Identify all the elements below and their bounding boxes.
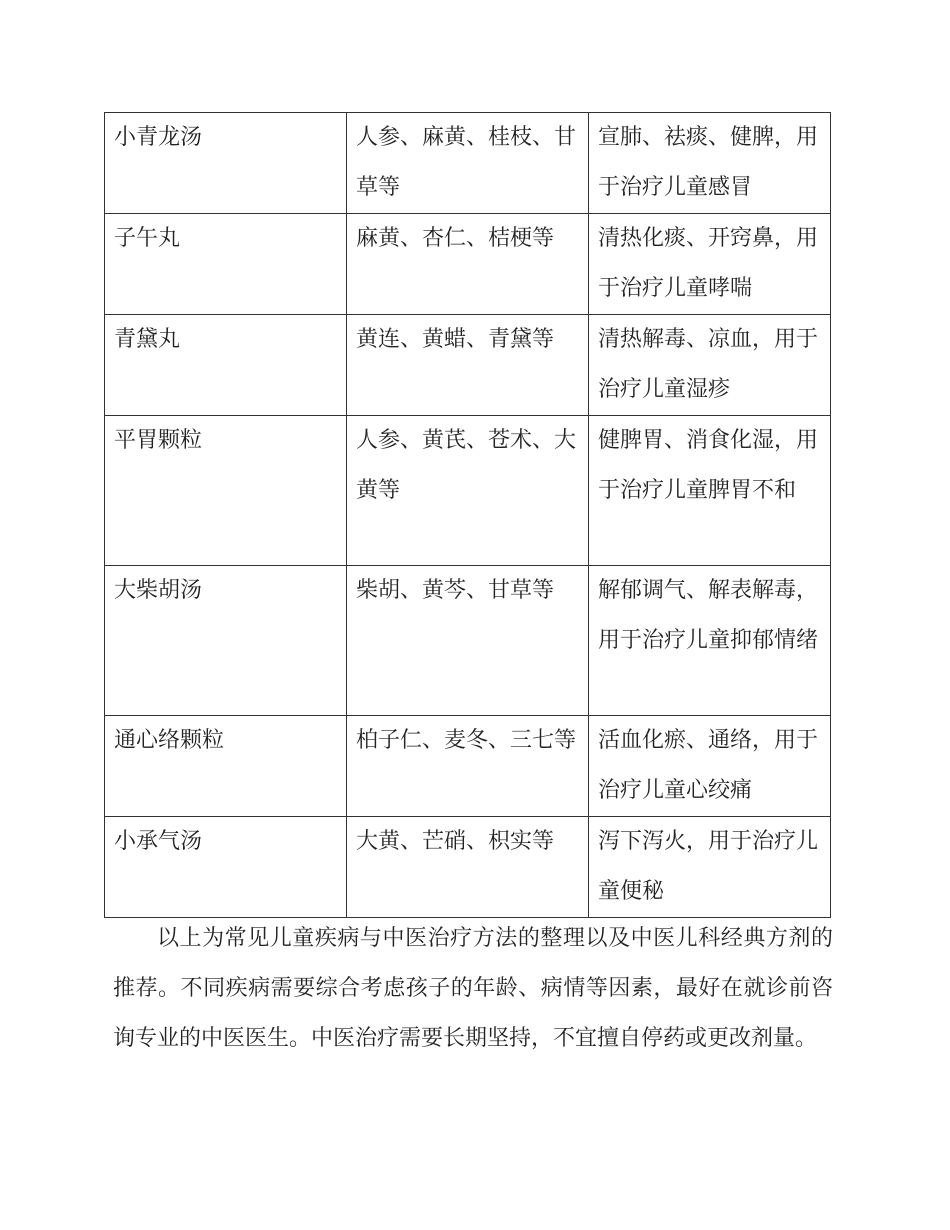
table-row	[105, 214, 831, 315]
table-row	[105, 566, 831, 716]
ingredients-cell: 麻黄、杏仁、桔梗等	[347, 214, 589, 315]
table-row	[105, 315, 831, 416]
prescription-table	[104, 112, 831, 918]
prescription-name-cell: 平胃颗粒	[105, 416, 347, 566]
effect-cell: 健脾胃、消食化湿，用于治疗儿童脾胃不和	[589, 416, 831, 566]
effect-cell: 活血化瘀、通络，用于治疗儿童心绞痛	[589, 716, 831, 817]
effect-cell: 清热解毒、凉血，用于治疗儿童湿疹	[589, 315, 831, 416]
summary-paragraph: 以上为常见儿童疾病与中医治疗方法的整理以及中医儿科经典方剂的推荐。不同疾病需要综合考虑孩子的年龄、病情等因素，最好在就诊前咨询专业的中医医生。中医治疗需要长期坚持，不宜擅自停药或更改剂量。	[113, 926, 833, 1051]
prescription-name-cell: 小承气汤	[105, 817, 347, 918]
effect-cell: 宣肺、祛痰、健脾，用于治疗儿童感冒	[589, 113, 831, 214]
prescription-name-cell: 大柴胡汤	[105, 566, 347, 716]
effect-cell: 解郁调气、解表解毒，用于治疗儿童抑郁情绪	[589, 566, 831, 716]
ingredients-cell: 人参、黄芪、苍术、大黄等	[347, 416, 589, 566]
ingredients-cell: 黄连、黄蜡、青黛等	[347, 315, 589, 416]
effect-cell: 泻下泻火，用于治疗儿童便秘	[589, 817, 831, 918]
effect-cell: 清热化痰、开窍鼻，用于治疗儿童哮喘	[589, 214, 831, 315]
prescription-name-cell: 子午丸	[105, 214, 347, 315]
ingredients-cell: 人参、麻黄、桂枝、甘草等	[347, 113, 589, 214]
table-row	[105, 113, 831, 214]
prescription-name-cell: 青黛丸	[105, 315, 347, 416]
ingredients-cell: 柏子仁、麦冬、三七等	[347, 716, 589, 817]
table-row	[105, 716, 831, 817]
table-row	[105, 416, 831, 566]
ingredients-cell: 柴胡、黄芩、甘草等	[347, 566, 589, 716]
ingredients-cell: 大黄、芒硝、枳实等	[347, 817, 589, 918]
prescription-name-cell: 小青龙汤	[105, 113, 347, 214]
table-row	[105, 817, 831, 918]
prescription-name-cell: 通心络颗粒	[105, 716, 347, 817]
